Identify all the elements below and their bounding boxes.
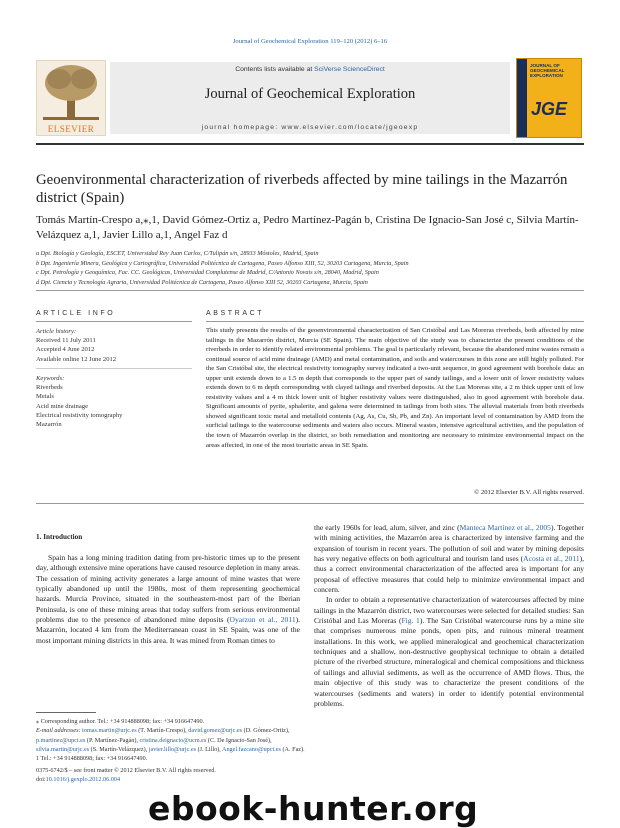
received-date: Received 11 July 2011 (36, 337, 96, 345)
elsevier-wordmark: ELSEVIER (47, 124, 95, 134)
issn-line: 0375-6742/$ – see front matter © 2012 Elsevier B.V. All rights reserved. (36, 767, 216, 774)
email-link[interactable]: cristina.deignacio@ucm.es (139, 736, 207, 744)
affiliation-c: c Dpt. Petrología y Geoquímica, Fac. CC. Geológicas, Universidad Complutense de Madrid, C/Antonio Novais s/n, 28040, Madrid, Spain (36, 269, 379, 277)
keyword: Riverbeds (36, 384, 63, 392)
cover-title: JOURNAL OF GEOCHEMICAL EXPLORATION (530, 63, 565, 78)
online-date: Available online 12 June 2012 (36, 355, 117, 363)
citation-link[interactable]: Acosta et al., 2011 (523, 554, 580, 564)
keyword: Electrical resistivity tomography (36, 411, 123, 419)
publication-info (36, 767, 306, 785)
text-run: ). Mazarrón, located 4 km from the Mediterranean coast in SE Spain, was one of the most important mining districts in this area. It was mined from Roman times to (36, 615, 300, 645)
email-label: E-mail addresses: (36, 727, 83, 735)
text-run: In order to obtain a representative characterization of watercourses affected by mine tailings in the Mazarrón district, two watercourses were selected for detailed studies: San Cristóbal and Las Moreras ( (314, 595, 584, 626)
text-run: ). Together with mining activities, the Mazarrón area is characterized by intensive farming and the expansion of tourism in recent years. The pollution of soil and water by mining deposits has very negative effects on both agricultural and tourism land uses ( (314, 523, 584, 564)
tree-icon (37, 61, 105, 123)
corresponding-author-note: ⁎ Corresponding author. Tel.: +34 914888098; fax: +34 916647490. (36, 718, 205, 725)
watermark: ebook-hunter.org (148, 789, 479, 828)
keyword: Mazarrón (36, 421, 62, 429)
article-history (36, 327, 196, 364)
accepted-date: Accepted 4 June 2012 (36, 346, 95, 354)
figure-link[interactable]: Fig. 1 (401, 616, 420, 626)
doi-link[interactable]: 10.1016/j.gexplo.2012.06.004 (45, 775, 121, 783)
contents-prefix: Contents lists available at (235, 66, 315, 73)
paragraph (314, 523, 584, 595)
text-run: Spain has a long mining tradition dating from pre-historic times up to the present day, although extensive mine operations have caused resource depletion in many areas. The cessation of mining activity generates a large amount of mine wastes that were typically abandoned up until the 1980s, most of them representing geochemical hazards. Murcia Province, situated in the southeastern-most part of the Iberian Peninsula, is one of these mining areas that today suffers from serious environmental problems due to the presence of abandoned mine deposits ( (36, 553, 300, 625)
paragraph (36, 553, 300, 646)
journal-cover-thumbnail (516, 58, 582, 138)
citation-link[interactable]: Oyarzun et al., 2011 (229, 615, 296, 625)
abstract-text: This study presents the results of the geoenvironmental characterization of San Cristóbal and Las Moreras riverbeds, both affected by mine tailings in the Mazarrón district, Murcia (SE Spain). The main objective of the study was to characterize the present conditions of the riverbeds in order to identify related environmental problems. The goal is particularly relevant, because the abandoned mine wastes remain a continual source of acid mine drainage (AMD) and metal contamination, and soils and watercourses in this zone are still highly polluted. For the San Cristóbal site, the electrical resistivity tomography survey indicated a two-unit sequence, in good agreement with borehole data: an upper unit extends down to a 1.5 m depth that corresponds to the upper part of sandy tailings, and a lower unit of lower resistivity values extends down to 6 m depth corresponding with clayed tailings and riverbed deposits. At the Las Moreras site, a 2 m thick upper unit of low resistivity values and a 4 m thick lower unit of higher resistivity values were distinguished, also in good agreement with borehole data. Significant amounts of pyrite, sphalerite, and galena were determined in tailings from both sites. The alluvial materials from both riverbeds showed significant toxic metal and metalloid contents (Ag, As, Cu, Sb, Pb, and Zn). An important level of contamination by AMD from the surficial tailings to the watercourse sediments and waters also occurs. Mineral wastes, intensive agricultural activities, and the population of the town of Mazarrón overlap in the district, so both remediation and monitoring are necessary to minimize environmental impact on the areas affected, in one of the most touristic areas in SE Spain. (206, 327, 584, 449)
telephone-note: 1 Tel.: +34 914888098; fax: +34 916647490. (36, 755, 148, 763)
keyword: Acid mine drainage (36, 402, 88, 410)
section-heading-introduction: 1. Introduction (36, 533, 83, 541)
email-link[interactable]: Angel.fazcano@upct.es (221, 745, 281, 753)
footnotes (36, 717, 306, 763)
email-link[interactable]: david.gomez@urjc.es (188, 727, 243, 735)
text-run: ), thus a correct environmental characterization of the affected area is important for any proposal of effective measures that could help to minimize environmental impact and concern. (314, 554, 584, 595)
copyright-line: © 2012 Elsevier B.V. All rights reserved. (474, 489, 584, 496)
sciencedirect-link[interactable]: SciVerse ScienceDirect (314, 66, 385, 73)
email-link[interactable]: tomas.martin@urjc.es (82, 727, 137, 735)
email-link[interactable]: p.martinez@upct.es (36, 736, 86, 744)
email-addresses (36, 726, 306, 754)
contents-line (110, 66, 510, 73)
article-title: Geoenvironmental characterization of riverbeds affected by mine tailings in the Mazarrón district (Spain) (36, 172, 568, 206)
journal-homepage[interactable]: journal homepage: www.elsevier.com/locate/jgeoexp (201, 124, 419, 131)
journal-reference[interactable]: Journal of Geochemical Exploration 119–120 (2012) 6–16 (232, 38, 388, 45)
keywords-rule (36, 368, 192, 369)
email-owner: (P. Martínez-Pagán), (85, 736, 140, 744)
email-link[interactable]: silvia.martin@urjc.es (36, 745, 90, 753)
article-info-heading: ARTICLE INFO (36, 310, 116, 317)
body-column-left (36, 553, 300, 646)
email-owner: (T. Martín-Crespo), (136, 727, 189, 735)
email-owner: (C. De Ignacio-San José), (206, 736, 272, 744)
citation-link[interactable]: Manteca Martínez et al., 2005 (459, 523, 551, 532)
affiliations (36, 249, 596, 287)
header-divider (36, 143, 584, 145)
body-column-right (314, 523, 584, 709)
affiliation-a: a Dpt. Biología y Geología, ESCET, Universidad Rey Juan Carlos, C/Tulipán s/n, 28933 Móstoles, Madrid, Spain (36, 250, 319, 257)
history-label: Article history: (36, 328, 77, 335)
keywords-block (36, 374, 196, 429)
keyword: Metals (36, 393, 54, 401)
cover-stripe (517, 59, 527, 137)
affiliation-d: d Dpt. Ciencia y Tecnología Agraria, Universidad Politécnica de Cartagena, Paseo Alfonso XIII 52, 30203 Cartagena, Murcia, Spain (36, 278, 368, 286)
doi-line (36, 776, 306, 785)
affiliation-divider (36, 290, 584, 291)
email-link[interactable]: javier.lillo@urjc.es (148, 745, 197, 753)
footnote-rule (36, 712, 96, 713)
author-list: Tomás Martín-Crespo a,⁎,1, David Gómez-Ortiz a, Pedro Martínez-Pagán b, Cristina De Ignacio-San José c, Silvia Martín-Velázquez a,1, Javier Lillo a,1, Angel Faz d (36, 214, 579, 241)
cover-abbrev: JGE (531, 99, 568, 119)
affiliation-b: b Dpt. Ingeniería Minera, Geológica y Cartográfica, Universidad Politécnica de Cartagena, Paseo Alfonso XIII, 52, 30203 Cartagena, Murcia, Spain (36, 259, 409, 267)
text-run: the early 1960s for lead, alum, silver, and zinc ( (314, 523, 460, 532)
paragraph (314, 595, 584, 709)
abstract-rule (206, 321, 584, 322)
email-owner: (D. Gómez-Ortiz), (242, 727, 290, 735)
email-owner: (A. Faz). (280, 745, 305, 753)
email-owner: (J. Lillo), (196, 745, 222, 753)
journal-title: Journal of Geochemical Exploration (204, 86, 416, 102)
doi-prefix: doi: (36, 775, 46, 783)
article-info-rule (36, 321, 192, 322)
keywords-label: Keywords: (36, 375, 65, 382)
abstract-divider (36, 503, 584, 504)
text-run: ). The San Cristóbal watercourse runs by a mine site that comprises numerous mine ponds, open pits, and ruinous mineral treatment installations. In this work, we applied mineralogical and geochemical characterization techniques and a shallow, non-destructive geophysical technique to obtain a detailed picture of the riverbed structure, mineralogical and chemical compositions and thickness of tailings and alluvial sediments, as well as the occurrence of AMD flows. Thus, the main objective of this study was to characterize the present conditions of the watercourses (sediments and waters) in order to identify potential environmental problems. (314, 616, 585, 708)
abstract-heading: ABSTRACT (206, 310, 265, 317)
email-owner: (S. Martín-Velázquez), (89, 745, 149, 753)
